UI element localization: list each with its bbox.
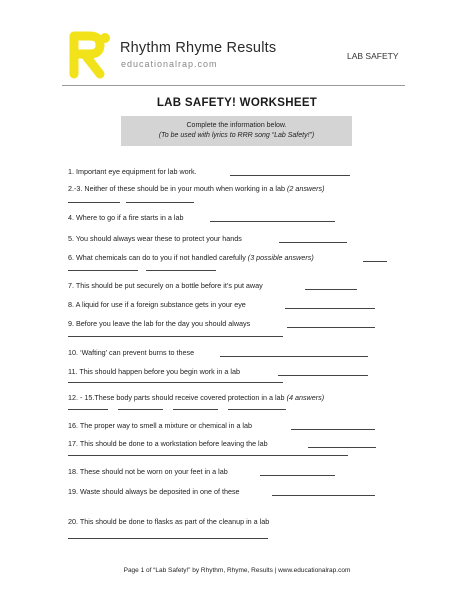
question-12-15: 12. - 15.These body parts should receive covered protection in a lab (4 answers)	[68, 393, 325, 402]
answer-blank-2[interactable]	[68, 202, 120, 203]
answer-blank-19[interactable]	[272, 495, 375, 496]
page-footer: Page 1 of “Lab Safety!” by Rhythm, Rhyme, Results | www.educationalrap.com	[123, 567, 351, 574]
question-18: 18. These should not be worn on your feet in a lab	[68, 467, 228, 476]
rrr-logo-icon	[62, 26, 114, 82]
question-10: 10. ‘Wafting’ can prevent burns to these	[68, 348, 195, 357]
answer-blank-17a[interactable]	[308, 447, 376, 448]
question-9: 9. Before you leave the lab for the day you should always	[68, 319, 251, 328]
instruction-box	[121, 116, 352, 146]
question-5: 5. You should always wear these to protect your hands	[68, 234, 242, 243]
page-title: LAB SAFETY! WORKSHEET	[156, 97, 318, 109]
question-7: 7. This should be put securely on a bottle before it’s put away	[68, 281, 263, 290]
answer-blank-11b[interactable]	[68, 382, 283, 383]
answer-blank-1[interactable]	[230, 175, 350, 176]
instruction-line-2: (To be used with lyrics to RRR song “Lab Safety!”)	[158, 132, 315, 139]
answer-blank-12[interactable]	[68, 409, 108, 410]
question-11: 11. This should happen before you begin work in a lab	[68, 367, 240, 376]
answer-blank-9a[interactable]	[287, 327, 375, 328]
header-tag: LAB SAFETY	[347, 51, 399, 61]
answer-blank-7[interactable]	[305, 289, 357, 290]
question-1: 1. Important eye equipment for lab work.	[68, 167, 197, 176]
answer-blank-6a[interactable]	[363, 261, 387, 262]
brand-name: Rhythm Rhyme Results	[120, 40, 277, 56]
answer-blank-9b[interactable]	[68, 336, 283, 337]
answer-blank-11a[interactable]	[278, 375, 368, 376]
answer-blank-3[interactable]	[126, 202, 194, 203]
answer-blank-15[interactable]	[228, 409, 286, 410]
answer-blank-17b[interactable]	[68, 455, 348, 456]
answer-blank-6b[interactable]	[68, 270, 138, 271]
answer-blank-4[interactable]	[210, 221, 335, 222]
answer-blank-10[interactable]	[220, 356, 368, 357]
question-19: 19. Waste should always be deposited in one of these	[68, 487, 240, 496]
question-17: 17. This should be done to a workstation before leaving the lab	[68, 439, 268, 448]
answer-blank-18[interactable]	[260, 475, 335, 476]
question-6: 6. What chemicals can do to you if not handled carefully (3 possible answers)	[68, 253, 314, 262]
header-divider	[62, 85, 405, 86]
brand-url: educationalrap.com	[121, 59, 218, 69]
answer-blank-16[interactable]	[291, 429, 375, 430]
answer-blank-13[interactable]	[118, 409, 163, 410]
question-4: 4. Where to go if a fire starts in a lab	[68, 213, 184, 222]
question-20: 20. This should be done to flasks as part of the cleanup in a lab	[68, 517, 270, 526]
answer-blank-8[interactable]	[285, 308, 375, 309]
answer-blank-20[interactable]	[68, 538, 268, 539]
question-16: 16. The proper way to smell a mixture or chemical in a lab	[68, 421, 253, 430]
instruction-line-1: Complete the information below.	[186, 122, 287, 129]
question-2-3: 2.-3. Neither of these should be in your mouth when working in a lab (2 answers)	[68, 184, 325, 193]
answer-blank-14[interactable]	[173, 409, 218, 410]
answer-blank-5[interactable]	[279, 242, 347, 243]
question-8: 8. A liquid for use if a foreign substance gets in your eye	[68, 300, 246, 309]
answer-blank-6c[interactable]	[146, 270, 216, 271]
